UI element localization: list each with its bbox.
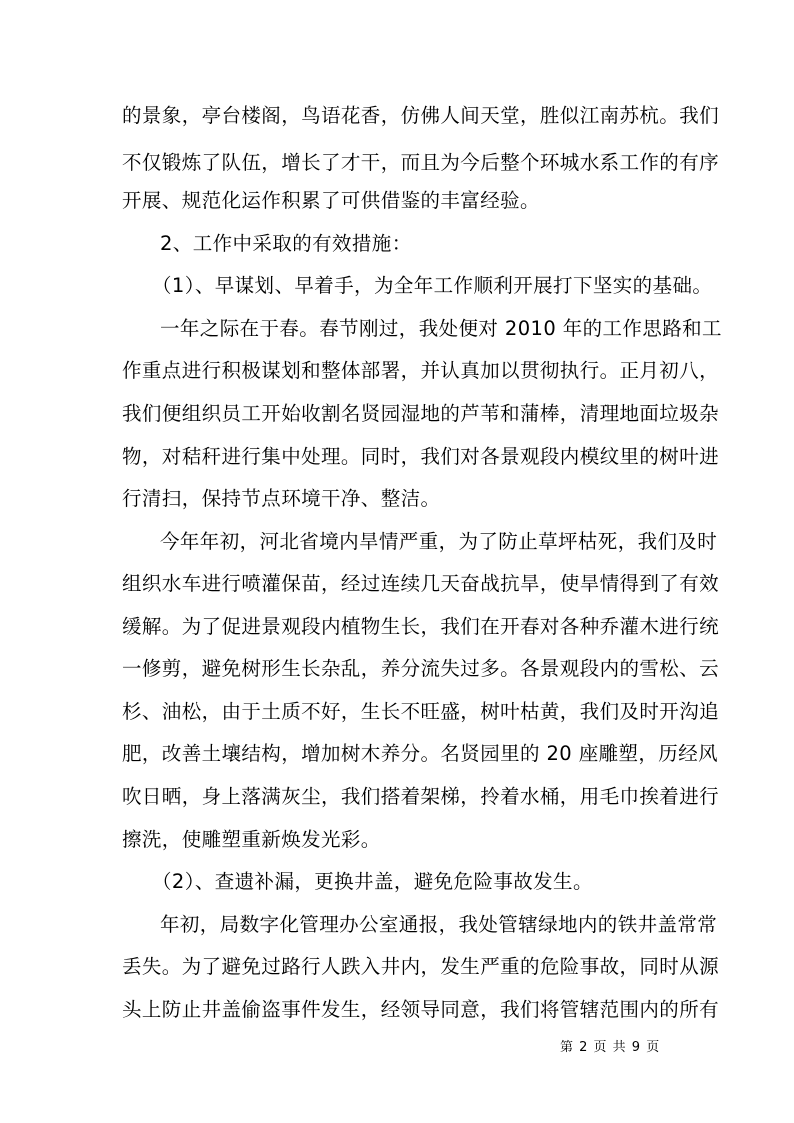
paragraph-line: 一年之际在于春。春节刚过，我处便对 2010 年的工作思路和工: [160, 317, 722, 340]
paragraph-line: 作重点进行积极谋划和整体部署，并认真加以贯彻执行。正月初八，: [122, 359, 720, 382]
paragraph-line: 物，对秸秆进行集中处理。同时，我们对各景观段内模纹里的树叶进: [122, 445, 720, 468]
paragraph-line: 今年年初，河北省境内旱情严重，为了防止草坪枯死，我们及时: [160, 530, 718, 553]
paragraph-line: 开展、规范化运作积累了可供借鉴的丰富经验。: [122, 189, 540, 212]
paragraph-line: 不仅锻炼了队伍，增长了才干，而且为今后整个环城水系工作的有序: [122, 151, 720, 174]
subsection-heading: （2）、查遗补漏，更换井盖，避免危险事故发生。: [152, 870, 593, 893]
paragraph-line: 组织水车进行喷灌保苗，经过连续几天奋战抗旱，使旱情得到了有效: [122, 572, 720, 595]
paragraph-line: 我们便组织员工开始收割名贤园湿地的芦苇和蒲棒，清理地面垃圾杂: [122, 402, 720, 425]
paragraph-line: 杉、油松，由于土质不好，生长不旺盛，树叶枯黄，我们及时开沟追: [122, 700, 720, 723]
paragraph-line: 丢失。为了避免过路行人跌入井内，发生严重的危险事故，同时从源: [122, 955, 720, 978]
page-number-footer: 第 2 页 共 9 页: [560, 1040, 661, 1055]
paragraph-line: 年初，局数字化管理办公室通报，我处管辖绿地内的铁井盖常常: [160, 913, 718, 936]
paragraph-line: 擦洗，使雕塑重新焕发光彩。: [122, 828, 381, 851]
paragraph-line: 行清扫，保持节点环境干净、整洁。: [122, 487, 441, 510]
paragraph-line: 肥，改善土壤结构，增加树木养分。名贤园里的 20 座雕塑，历经风: [122, 742, 719, 765]
subsection-heading: （1）、早谋划、早着手，为全年工作顺利开展打下坚实的基础。: [152, 274, 713, 297]
paragraph-line: 缓解。为了促进景观段内植物生长，我们在开春对各种乔灌木进行统: [122, 615, 720, 638]
paragraph-line: 的景象，亭台楼阁，鸟语花香，仿佛人间天堂，胜似江南苏杭。我们: [122, 104, 720, 127]
paragraph-line: 头上防止井盖偷盗事件发生，经领导同意，我们将管辖范围内的所有: [122, 998, 720, 1021]
paragraph-line: 一修剪，避免树形生长杂乱，养分流失过多。各景观段内的雪松、云: [122, 657, 720, 680]
section-heading: 2、工作中采取的有效措施：: [160, 232, 412, 255]
paragraph-line: 吹日晒，身上落满灰尘，我们搭着架梯，拎着水桶，用毛巾挨着进行: [122, 785, 720, 808]
